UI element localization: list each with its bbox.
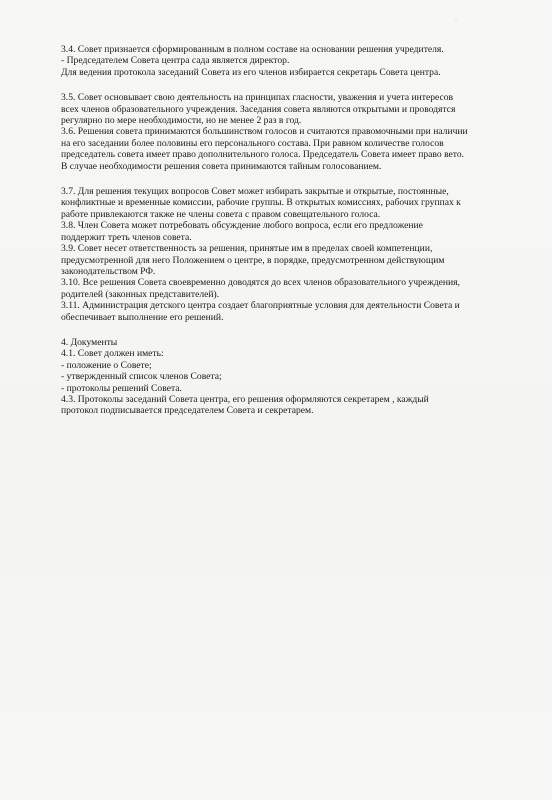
text-line: 4.3. Протоколы заседаний Совета центра, его решения оформляются секретарем , каждый [61,393,429,405]
text-line: - положение о Совете; [61,359,152,371]
paragraph-gap [61,78,511,92]
paragraph-p37 [61,186,511,323]
text-line: законодательством РФ. [61,265,156,277]
text-line: 3.10. Все решения Совета своевременно доводятся до всех членов образовательного учреждения, [61,277,460,289]
text-line: 3.8. Член Совета может потребовать обсуждение любого вопроса, если его предложение [61,220,423,232]
text-line: родителей (законных представителей). [61,288,220,300]
text-line: 3.7. Для решения текущих вопросов Совет может избирать закрытые и открытые, постоянные, [61,186,449,198]
text-line: предусмотренной для него Положением о центре, в порядке, предусмотренном действующим [61,254,445,266]
text-line: поддержит треть членов совета. [61,231,192,243]
paragraph-p35 [61,92,511,172]
document-body [61,44,511,417]
paragraph-gap [61,323,511,337]
text-line: 3.9. Совет несет ответственность за решения, принятые им в пределах своей компетенции, [61,243,433,255]
text-line: на его заседании более половины его персонального состава. При равном количестве голосов [61,137,444,149]
text-line: работе привлекаются также не члены совета с правом совещательного голоса. [61,208,381,220]
text-line: В случае необходимости решения совета принимаются тайным голосованием. [61,160,382,172]
text-line: Для ведения протокола заседаний Совета из его членов избирается секретарь Совета центра. [61,66,441,78]
text-line: - протоколы решений Совета. [61,382,182,394]
text-line: 3.11. Администрация детского центра создает благоприятные условия для деятельности Совета и [61,300,460,312]
text-line: - Председателем Совета центра сада является директор. [61,55,290,67]
text-line: 4.1. Совет должен иметь: [61,348,164,360]
scan-speck: · [455,17,457,23]
text-line: председатель совета имеет право дополнительного голоса. Председатель Совета имеет право вето. [61,149,465,161]
text-line: обеспечивает выполнение его решений. [61,311,224,323]
text-line: регулярно по мере необходимости, но не менее 2 раз в год. [61,115,302,127]
text-line: 3.5. Совет основывает свою деятельность на принципах гласности, уважения и учета интересов [61,92,454,104]
text-line: всех членов образовательного учреждения. Заседания совета являются открытыми и проводятся [61,103,456,115]
text-line: 3.6. Решения совета принимаются большинством голосов и считаются правомочными при наличии [61,126,468,138]
text-line: 4. Документы [61,336,118,348]
text-line: - утвержденный список членов Совета; [61,371,222,383]
paragraph-p4 [61,337,511,417]
text-line: конфликтные и временные комиссии, рабочие группы. В открытых комиссиях, рабочих группах к [61,197,461,209]
paragraph-p34 [61,44,511,78]
paragraph-gap [61,172,511,186]
text-line: 3.4. Совет признается сформированным в полном составе на основании решения учредителя. [61,44,444,55]
text-line: протокол подписывается председателем Совета и секретарем. [61,405,314,417]
